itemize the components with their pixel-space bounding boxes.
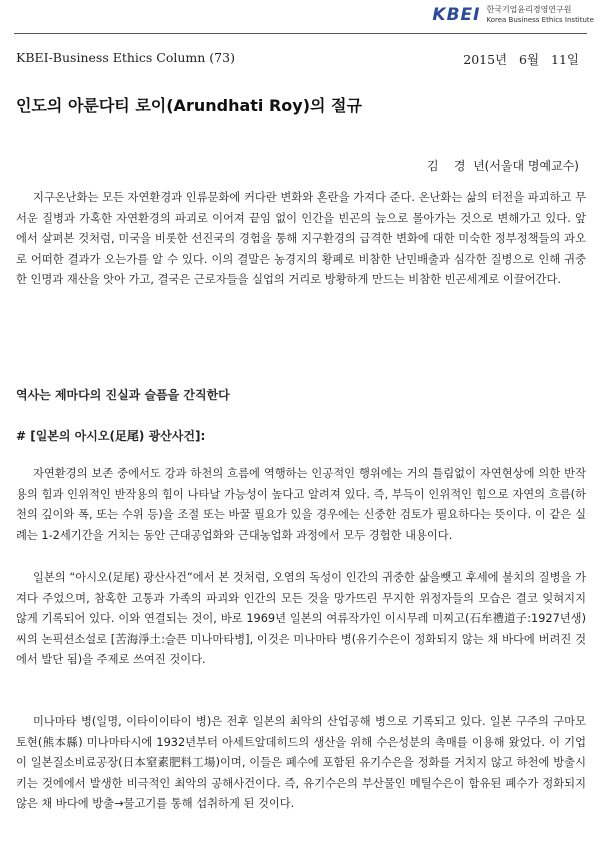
body-paragraph: 일본의 “아시오(足尾) 광산사건”에서 본 것처럼, 오염의 독성이 인간의 귀중한 삶을뺏고 후세에 불치의 질병을 가져다 주었으며, 참혹한 고통과 가족의 파괴와 인간의 모든 것을 망가뜨린 무지한 위정자들의 모습은 결코 잊혀지지 않게 기록되어 있다. 이와 연결되는 것이, 바로 1969년 일본의 여류작가인 이시무레 미찌고(石牟禮道子:1927년생)씨의 논픽션소설로 [苦海淨土:슬픈 미나마타병], 이것은 미나마타 병(유기수은이 정화되지 않는 채 바다에 버려진 것에서 발단 됨)을 주제로 쓰여진 것이다. — [16, 571, 586, 666]
kbei-logo — [432, 5, 594, 25]
author-byline: 김 경 년(서울대 명예교수) — [427, 159, 579, 173]
article-title: 인도의 아룬다티 로이(Arundhati Roy)의 절규 — [16, 96, 362, 115]
body-paragraph: 자연환경의 보존 중에서도 강과 하천의 흐름에 역행하는 인공적인 행위에는 거의 틀림없이 자연현상에 의한 반작용의 힘과 인위적인 반작용의 힘이 나타날 가능성이 높다고 알려져 있다. 즉, 부득이 인위적인 힘으로 자연의 흐름(하천의 깊이와 폭, 또는 수위 등)을 조절 또는 바꿀 필요가 있을 경우에는 신중한 검토가 필요하다는 뜻이다. 이 같은 실례는 1-2세기간을 거치는 동안 근대공업화와 근대농업화 과정에서 모두 경험한 내용이다. — [16, 467, 586, 542]
logo-korean-name: 한국기업윤리경영연구원 — [486, 5, 572, 14]
header-divider — [14, 33, 587, 34]
kbei-logo-mark: KBEI — [432, 5, 481, 25]
logo-text — [486, 5, 594, 25]
column-label: KBEI-Business Ethics Column (73) — [16, 50, 235, 65]
logo-english-name: Korea Business Ethics Institute — [486, 16, 594, 24]
subsection-heading: # [일본의 아시오(足尾) 광산사건]: — [16, 429, 206, 443]
intro-paragraph: 지구온난화는 모든 자연환경과 인류문화에 커다란 변화와 혼란을 가져다 준다. 온난화는 삶의 터전을 파괴하고 무서운 질병과 가혹한 자연환경의 파괴로 이어져 끝임 없이 인간을 빈곤의 늪으로 몰아가는 것으로 변해가고 있다. 앞에서 살펴본 것처럼, 미국을 비롯한 선진국의 경험을 통해 지구환경의 급격한 변화에 대한 미숙한 정부정책들의 과오로 어떠한 결과가 오는가를 알 수 있다. 이의 결말은 농경지의 황폐로 비참한 난민배출과 심각한 질병으로 인해 귀중한 인명과 재산을 앗아 가고, 결국은 근로자들을 실업의 거리로 방황하게 만드는 비참한 빈곤세계로 이끌어간다. — [16, 191, 586, 286]
body-paragraph: 미나마타 병(일명, 이타이이타이 병)은 전후 일본의 최악의 산업공해 병으로 기록되고 있다. 일본 구주의 구마모토현(熊本縣) 미나마타시에 1932년부터 아세트알데히드의 생산을 위해 수은성분의 촉매를 이용해 왔었다. 이 기업이 일본질소비료공장(日本窒素肥料工場)이며, 이들은 폐수에 포함된 유기수은을 정화를 거치지 않고 하천에 방출시키는 것에에서 발생한 비극적인 최악의 공해사건이다. 즉, 유기수은의 부산물인 메틸수은이 함유된 폐수가 정화되지 않은 채 바다에 방출→물고기를 통해 섭취하게 된 것이다. — [16, 715, 586, 810]
publication-date: 2015년 6월 11일 — [463, 52, 579, 67]
section-heading: 역사는 제마다의 진실과 슬픔을 간직한다 — [16, 388, 230, 402]
